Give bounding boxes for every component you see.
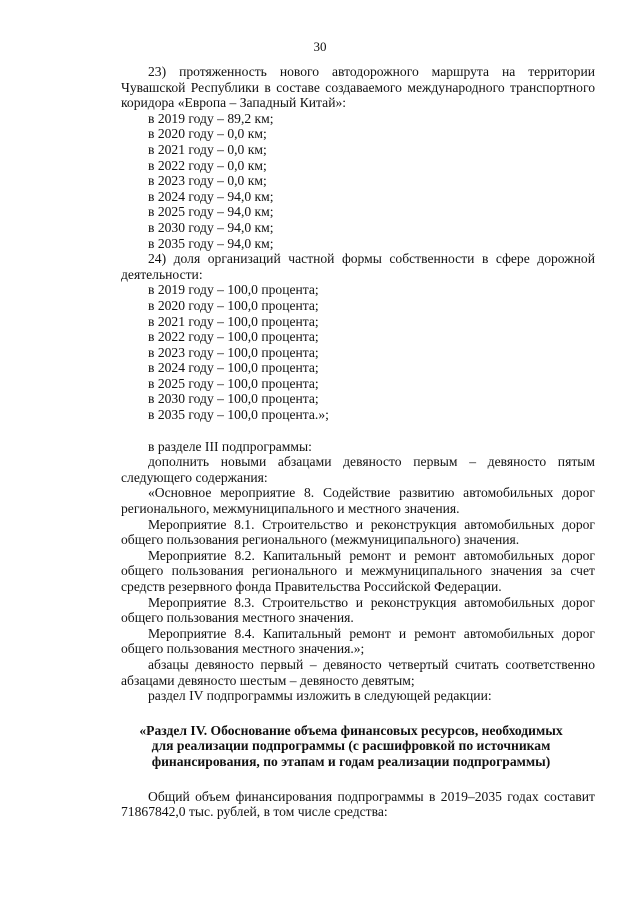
list-item: в 2025 году – 94,0 км; [148,204,274,220]
list-item: в 2035 году – 94,0 км; [148,235,274,251]
list-item: в 2035 году – 100,0 процента.»; [148,407,329,423]
section-4-heading [121,723,595,770]
list-item: в 2022 году – 0,0 км; [148,157,267,173]
list-item: в 2022 году – 100,0 процента; [148,329,319,345]
heading-line: финансирования, по этапам и годам реализации подпрограммы) [151,753,551,769]
measure-8-4: Мероприятие 8.4. Капитальный ремонт и ремонт автомобильных дорог общего пользования местного значения.»; [121,625,595,657]
measure-8-3: Мероприятие 8.3. Строительство и реконструкция автомобильных дорог общего пользования местного значения. [121,594,595,626]
measure-8-2: Мероприятие 8.2. Капитальный ремонт и ремонт автомобильных дорог общего пользования регионального и межмуниципального значения за счет средств резервного фонда Правительства Российской Федерации. [121,547,595,594]
renumber-paragraphs: абзацы девяносто первый – девяносто четвертый считать соответственно абзацами девяносто шестым – девяносто девятым; [121,656,595,688]
list-item: в 2020 году – 100,0 процента; [148,297,319,313]
heading-line: «Раздел IV. Обоснование объема финансовых ресурсов, необходимых [139,722,563,738]
list-item: в 2030 году – 100,0 процента; [148,391,319,407]
list-24 [121,282,595,422]
list-item: в 2025 году – 100,0 процента; [148,375,319,391]
list-item: в 2020 году – 0,0 км; [148,126,267,142]
section-3-title: в разделе III подпрограммы: [148,438,312,454]
list-item: в 2021 году – 100,0 процента; [148,313,319,329]
section-3-add-paragraphs: дополнить новыми абзацами девяносто первым – девяносто пятым следующего содержания: [121,454,595,485]
section-4-instruction: раздел IV подпрограммы изложить в следующей редакции: [148,688,492,704]
spacer [121,423,595,439]
list-item: в 2021 году – 0,0 км; [148,141,267,157]
measure-8: «Основное мероприятие 8. Содействие развитию автомобильных дорог регионального, межмуниципального и местного значения. [121,485,595,517]
paragraph-24-intro: 24) доля организаций частной формы собственности в сфере дорожной деятельности: [121,251,595,282]
list-item: в 2019 году – 100,0 процента; [148,282,319,298]
page-number: 30 [313,39,327,54]
financing-total-paragraph: Общий объем финансирования подпрограммы в 2019–2035 годах составит 71867842,0 тыс. рублей, в том числе средства: [121,788,595,820]
spacer [121,770,595,789]
list-item: в 2024 году – 94,0 км; [148,188,274,204]
list-item: в 2023 году – 100,0 процента; [148,344,319,360]
list-23 [121,111,595,251]
list-item: в 2019 году – 89,2 км; [148,110,274,126]
list-item: в 2024 году – 100,0 процента; [148,360,319,376]
measure-8-1: Мероприятие 8.1. Строительство и реконструкция автомобильных дорог общего пользования регионального (межмуниципального) значения. [121,516,595,548]
list-item: в 2030 году – 94,0 км; [148,219,274,235]
document-body [121,64,595,820]
list-item: в 2023 году – 0,0 км; [148,173,267,189]
heading-line: для реализации подпрограммы (с расшифровкой по источникам [151,738,551,754]
paragraph-23-intro: 23) протяженность нового автодорожного маршрута на территории Чувашской Республики в составе создаваемого международного транспортного коридора «Европа – Западный Китай»: [121,64,595,111]
spacer [121,704,595,723]
